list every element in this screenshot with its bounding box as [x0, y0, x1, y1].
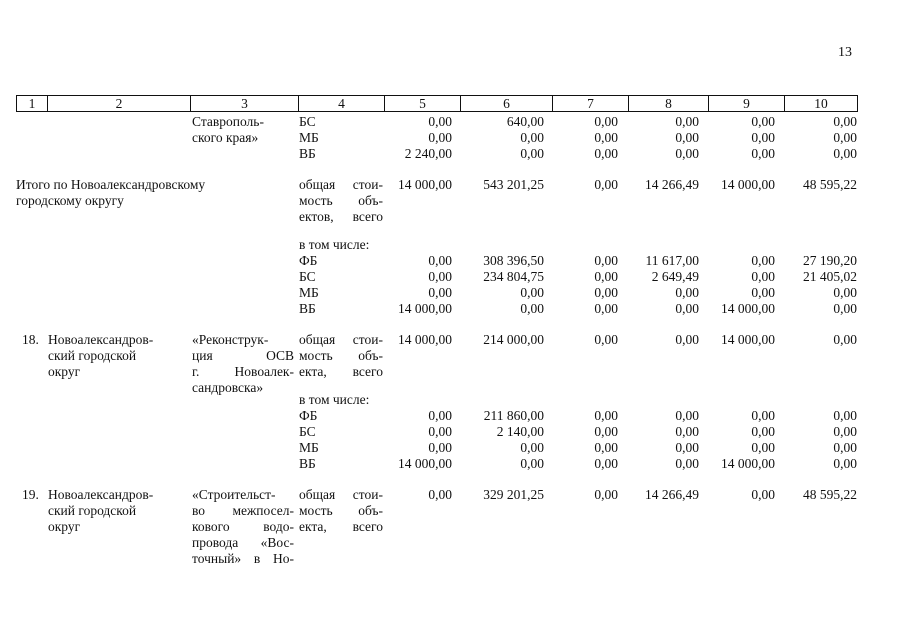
municipality-line: Новоалександров- — [48, 487, 154, 502]
object-name-line: точный» в Но- — [192, 551, 294, 566]
col-header-3: 3 — [191, 96, 299, 112]
item18-col5: 14 000,00 — [398, 332, 452, 347]
item18-funding-row-col5: 0,00 — [428, 408, 452, 423]
total-title-line: Итого по Новоалександровскому — [16, 177, 206, 192]
object-name-line: «Реконструк- — [192, 332, 269, 347]
item19-col8: 14 266,49 — [645, 487, 699, 502]
item18-funding-row-col7: 0,00 — [594, 440, 618, 455]
total-col8: 14 266,49 — [645, 177, 699, 192]
total-funding-row-col8: 0,00 — [675, 285, 699, 300]
item19-col9: 0,00 — [751, 487, 775, 502]
total-funding-row-col8: 0,00 — [675, 301, 699, 316]
total-funding-row-label: ФБ — [299, 253, 318, 268]
item18-funding-row-col10: 0,00 — [833, 408, 857, 423]
funding-row-label: МБ — [299, 130, 319, 145]
funding-row-col6: 640,00 — [506, 114, 544, 129]
cost-label-line: екта, всего — [299, 519, 383, 534]
total-funding-row-col5: 0,00 — [428, 253, 452, 268]
item18-funding-row-col7: 0,00 — [594, 408, 618, 423]
object-name-line: ция ОСВ — [192, 348, 294, 363]
object-name-line: кового водо- — [192, 519, 294, 534]
funding-row-col5: 0,00 — [428, 130, 452, 145]
funding-row-col6: 0,00 — [520, 146, 544, 161]
total-funding-row-col9: 0,00 — [751, 269, 775, 284]
item18-funding-row-col9: 0,00 — [751, 440, 775, 455]
item18-funding-row-col10: 0,00 — [833, 440, 857, 455]
item18-funding-row-col6: 0,00 — [520, 456, 544, 471]
municipality-line: ский городской — [48, 503, 137, 518]
funding-row-col10: 0,00 — [833, 130, 857, 145]
total-funding-row-label: ВБ — [299, 301, 316, 316]
funding-row-col8: 0,00 — [675, 114, 699, 129]
item18-funding-row-col8: 0,00 — [675, 408, 699, 423]
funding-row-col5: 0,00 — [428, 114, 452, 129]
col-header-6: 6 — [461, 96, 553, 112]
funding-row-col6: 0,00 — [520, 130, 544, 145]
item18-funding-row-label: БС — [299, 424, 316, 439]
funding-row-col7: 0,00 — [594, 114, 618, 129]
item18-funding-row-col9: 0,00 — [751, 408, 775, 423]
object-name-line: г. Новоалек- — [192, 364, 294, 379]
object-name-line: Ставрополь- — [192, 114, 264, 129]
total-col10: 48 595,22 — [803, 177, 857, 192]
funding-row-col10: 0,00 — [833, 114, 857, 129]
item18-funding-row-col5: 0,00 — [428, 424, 452, 439]
item18-funding-row-label: МБ — [299, 440, 319, 455]
page-number: 13 — [838, 45, 852, 60]
total-funding-row-col10: 21 405,02 — [803, 269, 857, 284]
cost-label-line: ектов, всего — [299, 209, 383, 224]
total-funding-row-col6: 234 804,75 — [483, 269, 544, 284]
total-funding-row-col8: 11 617,00 — [645, 253, 699, 268]
funding-row-col7: 0,00 — [594, 146, 618, 161]
total-funding-row-col7: 0,00 — [594, 269, 618, 284]
total-funding-row-label: МБ — [299, 285, 319, 300]
municipality-line: округ — [48, 364, 81, 379]
total-funding-row-col9: 0,00 — [751, 285, 775, 300]
total-col7: 0,00 — [594, 177, 618, 192]
municipality-line: ский городской — [48, 348, 137, 363]
cost-label-line: мость объ- — [299, 503, 383, 518]
total-col5: 14 000,00 — [398, 177, 452, 192]
item18-col8: 0,00 — [675, 332, 699, 347]
item18-funding-row-col7: 0,00 — [594, 424, 618, 439]
row-number: 19. — [22, 487, 39, 502]
item19-col6: 329 201,25 — [483, 487, 544, 502]
funding-row-col7: 0,00 — [594, 130, 618, 145]
total-funding-row-col10: 0,00 — [833, 301, 857, 316]
item18-funding-row-col6: 211 860,00 — [483, 408, 544, 423]
total-funding-row-col9: 0,00 — [751, 253, 775, 268]
total-funding-row-col7: 0,00 — [594, 253, 618, 268]
total-title-line: городскому округу — [16, 193, 124, 208]
item18-funding-row-col5: 0,00 — [428, 440, 452, 455]
municipality-line: Новоалександров- — [48, 332, 154, 347]
object-name-line: «Строительст- — [192, 487, 276, 502]
cost-label-line: общая стои- — [299, 487, 383, 502]
incl-label: в том числе: — [299, 237, 370, 252]
total-funding-row-col5: 0,00 — [428, 285, 452, 300]
col-header-5: 5 — [385, 96, 461, 112]
item18-funding-row-col8: 0,00 — [675, 440, 699, 455]
item18-col6: 214 000,00 — [483, 332, 544, 347]
total-funding-row-col6: 0,00 — [520, 285, 544, 300]
item18-col9: 14 000,00 — [721, 332, 775, 347]
col-header-1: 1 — [17, 96, 48, 112]
item18-funding-row-col6: 2 140,00 — [496, 424, 544, 439]
funding-row-col9: 0,00 — [751, 114, 775, 129]
item18-funding-row-col10: 0,00 — [833, 424, 857, 439]
item19-col10: 48 595,22 — [803, 487, 857, 502]
funding-row-col8: 0,00 — [675, 146, 699, 161]
total-funding-row-col8: 2 649,49 — [651, 269, 699, 284]
cost-label-line: общая стои- — [299, 332, 383, 347]
item18-col7: 0,00 — [594, 332, 618, 347]
funding-row-col9: 0,00 — [751, 146, 775, 161]
item18-funding-row-col9: 0,00 — [751, 424, 775, 439]
object-name-line: ского края» — [192, 130, 259, 145]
funding-row-col5: 2 240,00 — [404, 146, 452, 161]
col-header-9: 9 — [709, 96, 785, 112]
cost-label-line: мость объ- — [299, 193, 383, 208]
total-funding-row-col10: 27 190,20 — [803, 253, 857, 268]
funding-row-col8: 0,00 — [675, 130, 699, 145]
cost-label-line: мость объ- — [299, 348, 383, 363]
item18-funding-row-col8: 0,00 — [675, 424, 699, 439]
total-funding-row-col6: 0,00 — [520, 301, 544, 316]
object-name-line: сандровска» — [192, 380, 264, 395]
col-header-10: 10 — [785, 96, 858, 112]
total-funding-row-col10: 0,00 — [833, 285, 857, 300]
funding-row-label: ВБ — [299, 146, 316, 161]
cost-label-line: общая стои- — [299, 177, 383, 192]
total-funding-row-col7: 0,00 — [594, 285, 618, 300]
item18-funding-row-label: ВБ — [299, 456, 316, 471]
item18-funding-row-col9: 14 000,00 — [721, 456, 775, 471]
municipality-line: округ — [48, 519, 81, 534]
total-funding-row-col9: 14 000,00 — [721, 301, 775, 316]
item19-col7: 0,00 — [594, 487, 618, 502]
funding-row-col10: 0,00 — [833, 146, 857, 161]
total-funding-row-col5: 14 000,00 — [398, 301, 452, 316]
col-header-4: 4 — [299, 96, 385, 112]
object-name-line: во межпосел- — [192, 503, 294, 518]
total-funding-row-label: БС — [299, 269, 316, 284]
item18-funding-row-col8: 0,00 — [675, 456, 699, 471]
item18-col10: 0,00 — [833, 332, 857, 347]
total-col6: 543 201,25 — [483, 177, 544, 192]
total-col9: 14 000,00 — [721, 177, 775, 192]
item19-col5: 0,00 — [428, 487, 452, 502]
item18-funding-row-col5: 14 000,00 — [398, 456, 452, 471]
item18-funding-row-col6: 0,00 — [520, 440, 544, 455]
item18-funding-row-label: ФБ — [299, 408, 318, 423]
col-header-2: 2 — [48, 96, 191, 112]
incl-label: в том числе: — [299, 392, 370, 407]
item18-funding-row-col7: 0,00 — [594, 456, 618, 471]
object-name-line: провода «Вос- — [192, 535, 294, 550]
total-funding-row-col5: 0,00 — [428, 269, 452, 284]
funding-row-label: БС — [299, 114, 316, 129]
funding-row-col9: 0,00 — [751, 130, 775, 145]
row-number: 18. — [22, 332, 39, 347]
col-header-7: 7 — [553, 96, 629, 112]
col-header-8: 8 — [629, 96, 709, 112]
cost-label-line: екта, всего — [299, 364, 383, 379]
item18-funding-row-col10: 0,00 — [833, 456, 857, 471]
total-funding-row-col6: 308 396,50 — [483, 253, 544, 268]
total-funding-row-col7: 0,00 — [594, 301, 618, 316]
